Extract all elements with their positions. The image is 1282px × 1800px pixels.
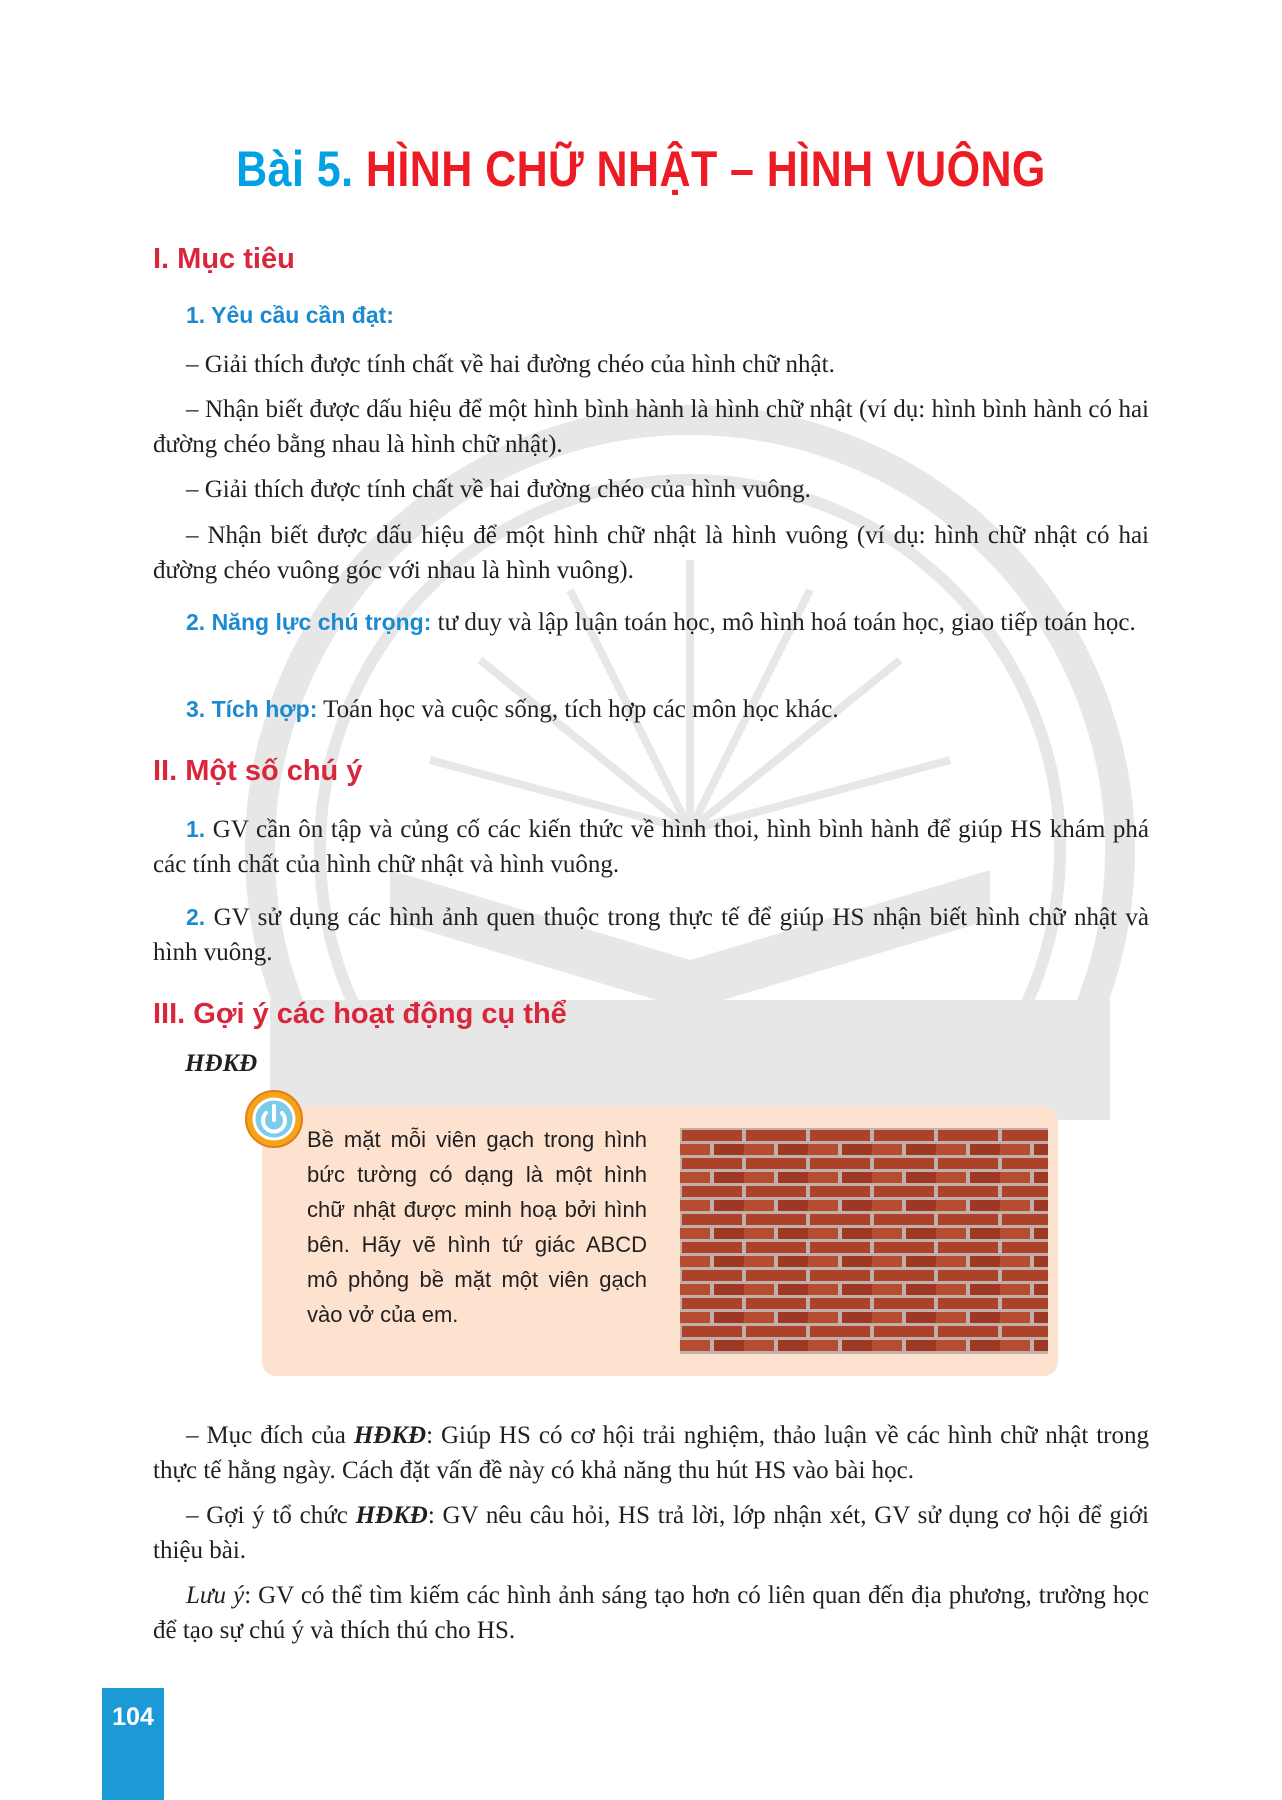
organize-text: : GV nêu câu hỏi, HS trả lời, lớp nhận xét, GV sử dụng cơ hội để giới thiệu bài. — [153, 1502, 1149, 1564]
competency-paragraph — [153, 605, 1149, 640]
purpose-term: HĐKĐ — [353, 1422, 427, 1449]
requirement-item: – Nhận biết được dấu hiệu để một hình bình hành là hình chữ nhật (ví dụ: hình bình hành có hai đường chéo bằng nhau là hình chữ nhật). — [153, 396, 1149, 458]
note-label: Lưu ý — [186, 1582, 245, 1609]
note-number: 2. — [186, 904, 206, 930]
lesson-title — [90, 140, 1193, 198]
lesson-number: Bài 5. — [236, 141, 354, 197]
page-number: 104 — [112, 1703, 154, 1731]
competency-label: 2. Năng lực chú trọng: — [186, 609, 432, 635]
brick-wall-photo — [680, 1128, 1048, 1354]
note-paragraph — [153, 1578, 1149, 1648]
note-text: GV cần ôn tập và củng cố các kiến thức về hình thoi, hình bình hành để giúp HS khám phá các tính chất của hình chữ nhật và hình vuông. — [153, 816, 1149, 878]
lesson-name: HÌNH CHỮ NHẬT – HÌNH VUÔNG — [365, 141, 1046, 197]
power-button-icon — [244, 1089, 304, 1149]
note-item — [153, 900, 1149, 970]
subheading-requirements: 1. Yêu cầu cần đạt: — [186, 302, 394, 328]
note-body: : GV có thể tìm kiếm các hình ảnh sáng tạo hơn có liên quan đến địa phương, trường học để tạo sự chú ý và thích thú cho HS. — [153, 1582, 1149, 1644]
competency-text: tư duy và lập luận toán học, mô hình hoá toán học, giao tiếp toán học. — [431, 609, 1136, 636]
note-text: GV sử dụng các hình ảnh quen thuộc trong thực tế để giúp HS nhận biết hình chữ nhật và hình vuông. — [153, 904, 1149, 966]
note-number: 1. — [186, 816, 206, 842]
integration-label: 3. Tích hợp: — [186, 696, 318, 722]
requirement-item: – Giải thích được tính chất về hai đường chéo của hình vuông. — [186, 476, 811, 503]
note-item — [153, 812, 1149, 882]
requirement-item: – Nhận biết được dấu hiệu để một hình chữ nhật là hình vuông (ví dụ: hình chữ nhật có hai đường chéo vuông góc với nhau là hình vuông). — [153, 522, 1149, 584]
purpose-paragraph — [153, 1418, 1149, 1488]
activity-question: Bề mặt mỗi viên gạch trong hình bức tường có dạng là một hình chữ nhật được minh hoạ bởi hình bên. Hãy vẽ hình tứ giác ABCD mô phỏng bề mặt một viên gạch vào vở của em. — [307, 1127, 647, 1327]
requirement-item: – Giải thích được tính chất về hai đường chéo của hình chữ nhật. — [186, 351, 835, 378]
hdkd-label: HĐKĐ — [185, 1050, 258, 1077]
purpose-text: : Giúp HS có cơ hội trải nghiệm, thảo luận về các hình chữ nhật trong thực tế hằng ngày. Cách đặt vấn đề này có khả năng thu hút HS vào bài học. — [153, 1422, 1150, 1484]
purpose-prefix: – Mục đích của — [186, 1422, 354, 1449]
organize-paragraph — [153, 1498, 1149, 1568]
section-heading-notes: II. Một số chú ý — [153, 755, 363, 787]
organize-term: HĐKĐ — [355, 1502, 428, 1529]
section-heading-objectives: I. Mục tiêu — [153, 243, 295, 275]
integration-text: Toán học và cuộc sống, tích hợp các môn học khác. — [317, 696, 839, 723]
integration-paragraph — [153, 692, 1149, 727]
section-heading-activities: III. Gợi ý các hoạt động cụ thể — [153, 998, 567, 1030]
organize-prefix: – Gợi ý tổ chức — [186, 1502, 356, 1529]
